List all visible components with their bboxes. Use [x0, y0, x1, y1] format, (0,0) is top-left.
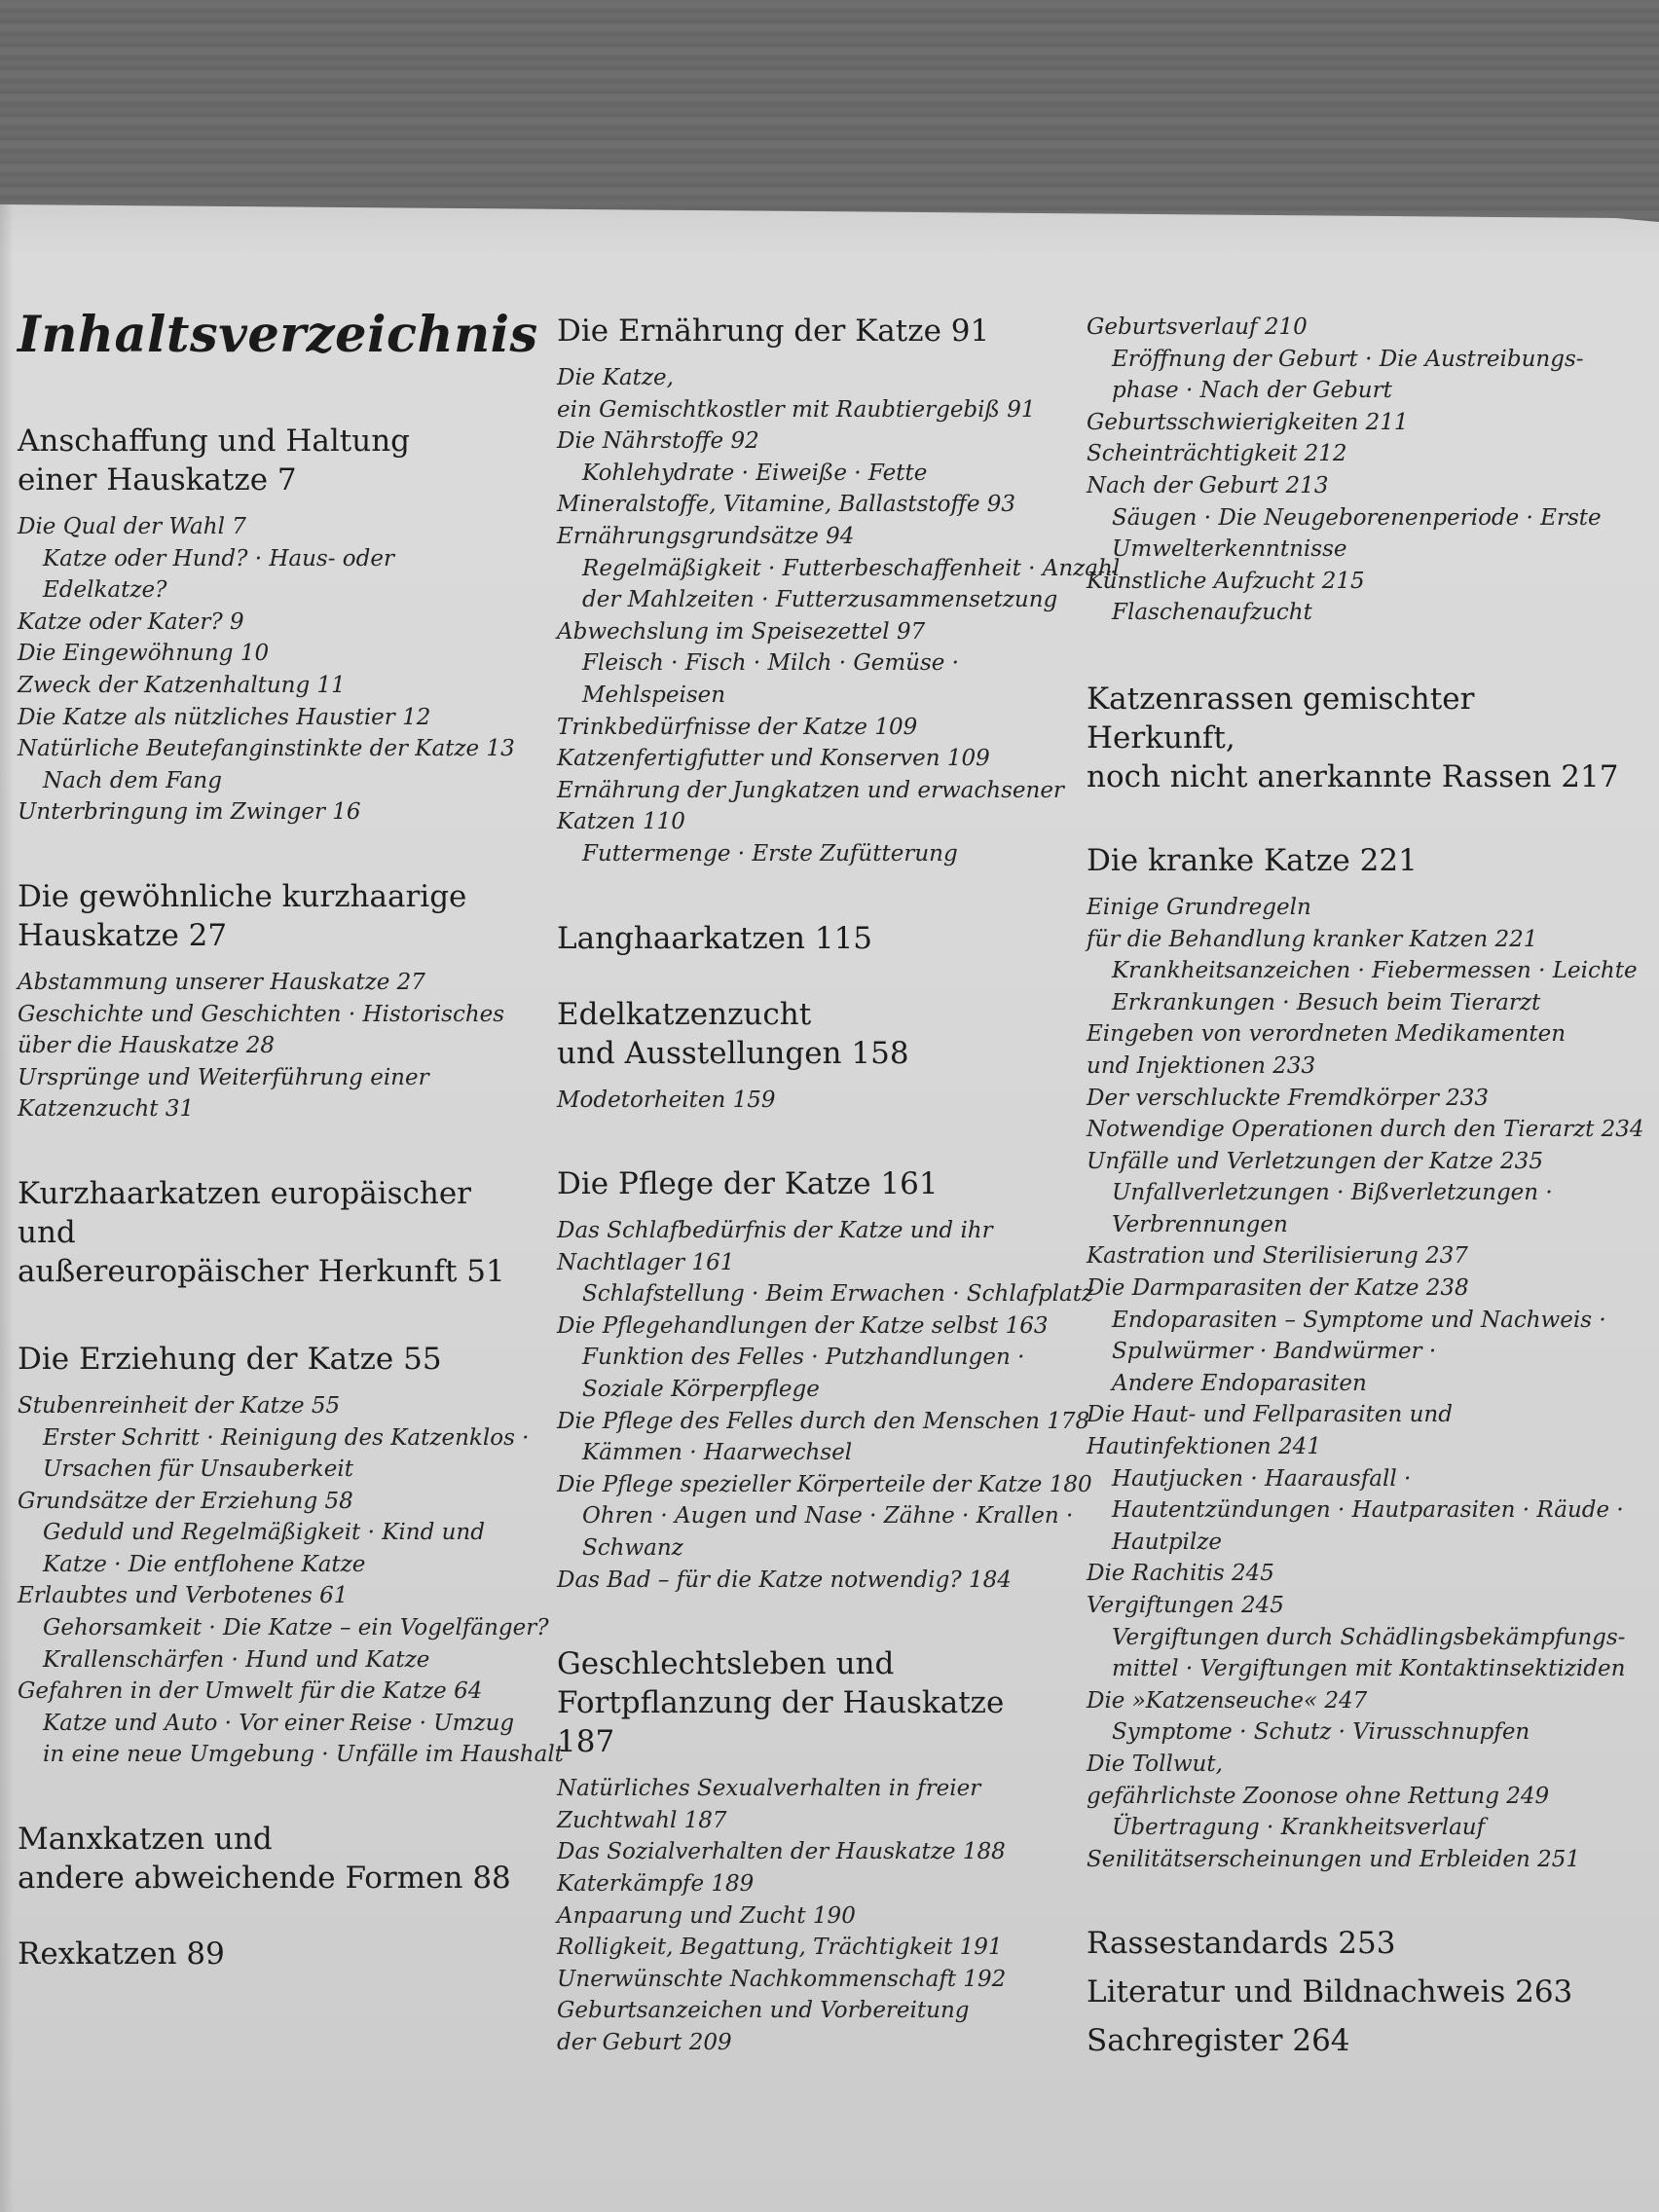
toc-subentry: Regelmäßigkeit · Futterbeschaffenheit · Anzahl — [582, 555, 1121, 581]
toc-subentry: Hautentzündungen · Hautparasiten · Räude · — [1112, 1497, 1624, 1524]
toc-section — [18, 1174, 534, 1291]
toc-entry: Der verschluckte Fremdkörper 233 — [1087, 1085, 1490, 1111]
chapter-heading: Katzenrassen gemischter Herkunft, — [1087, 681, 1475, 756]
toc-entry: Die Tollwut, — [1087, 1751, 1223, 1777]
toc-entry: Geburtsanzeichen und Vorbereitung — [557, 1998, 970, 2024]
toc-entry: Senilitätserscheinungen und Erbleiden 251 — [1087, 1846, 1581, 1872]
toc-entry: Katze oder Kater? 9 — [18, 608, 244, 635]
toc-section — [1087, 312, 1632, 629]
chapter-heading: Kurzhaarkatzen europäischer und — [18, 1175, 471, 1250]
table-surface — [0, 0, 1659, 224]
toc-entry: Vergiftungen 245 — [1087, 1593, 1284, 1618]
toc-subentry: Schlafstellung · Beim Erwachen · Schlafplatz — [582, 1281, 1094, 1308]
toc-entry: Die Darmparasiten der Katze 238 — [1087, 1275, 1469, 1302]
toc-entry: Das Bad – für die Katze notwendig? 184 — [557, 1567, 1012, 1593]
toc-entry: Die Pflegehandlungen der Katze selbst 163 — [557, 1312, 1049, 1339]
toc-entry: Geburtsschwierigkeiten 211 — [1087, 409, 1409, 435]
chapter-heading: Manxkatzen und — [18, 1822, 273, 1858]
toc-subentry: Katze · Die entflohene Katze — [43, 1551, 366, 1577]
toc-subentry: Geduld und Regelmäßigkeit · Kind und — [43, 1520, 485, 1546]
toc-column-1 — [18, 306, 564, 1973]
toc-section — [18, 1340, 564, 1771]
toc-subentry: Verbrennungen — [1112, 1211, 1288, 1237]
toc-subentry: Endoparasiten – Symptome und Nachweis · — [1112, 1307, 1606, 1333]
toc-subentry: Funktion des Felles · Putzhandlungen · — [582, 1345, 1025, 1371]
toc-entry: und Injektionen 233 — [1087, 1052, 1316, 1079]
toc-entry: Zuchtwahl 187 — [557, 1807, 727, 1833]
toc-subentry: Gehorsamkeit · Die Katze – ein Vogelfänger? — [43, 1615, 549, 1641]
chapter-heading: andere abweichende Formen 88 — [18, 1861, 511, 1897]
chapter-heading: außereuropäischer Herkunft 51 — [18, 1253, 505, 1289]
toc-entry: Ernährung der Jungkatzen und erwachsener — [557, 777, 1064, 803]
toc-entry: Unerwünschte Nachkommenschaft 192 — [557, 1966, 1007, 1992]
toc-section — [18, 422, 534, 829]
toc-entry: Abstammung unserer Hauskatze 27 — [18, 969, 425, 995]
toc-entry: Das Schlafbedürfnis der Katze und ihr — [557, 1218, 993, 1244]
toc-entry: Stubenreinheit der Katze 55 — [18, 1392, 341, 1419]
toc-subentry: Kohlehydrate · Eiweiße · Fette — [582, 460, 928, 486]
toc-section — [557, 1644, 1063, 2058]
toc-entry: Notwendige Operationen durch den Tierarzt 234 — [1087, 1117, 1644, 1143]
chapter-heading: Die Erziehung der Katze 55 — [18, 1341, 442, 1377]
chapter-heading: Langhaarkatzen 115 — [557, 920, 873, 956]
toc-column-3 — [1087, 312, 1644, 2060]
toc-entry: Trinkbedürfnisse der Katze 109 — [557, 714, 918, 740]
chapter-heading: Rassestandards 253 — [1087, 1926, 1396, 1962]
toc-subentry: Ohren · Augen und Nase · Zähne · Krallen · — [582, 1503, 1074, 1530]
toc-entry: Die »Katzenseuche« 247 — [1087, 1687, 1368, 1714]
toc-subentry: Katze oder Hund? · Haus- oder — [43, 545, 394, 571]
toc-entry: ein Gemischtkostler mit Raubtiergebiß 91 — [557, 396, 1036, 423]
page-title: Inhaltsverzeichnis — [18, 306, 538, 364]
toc-section — [18, 877, 534, 1125]
toc-subentry: in eine neue Umgebung · Unfälle im Haushalt — [43, 1742, 564, 1768]
toc-subentry: Vergiftungen durch Schädlingsbekämpfungs- — [1112, 1624, 1626, 1650]
toc-entry: Gefahren in der Umwelt für die Katze 64 — [18, 1678, 483, 1705]
toc-entry: Katzen 110 — [557, 809, 685, 835]
toc-section — [1087, 1924, 1632, 1963]
toc-entry: Die Pflege spezieller Körperteile der Katze 180 — [557, 1471, 1092, 1497]
chapter-heading: und Ausstellungen 158 — [557, 1035, 909, 1071]
toc-section — [18, 1820, 534, 1898]
toc-entry: Die Katze, — [557, 365, 674, 390]
toc-subentry: Katze und Auto · Vor einer Reise · Umzug — [43, 1710, 515, 1736]
toc-entry: Abwechslung im Speisezettel 97 — [557, 618, 926, 645]
toc-entry: Grundsätze der Erziehung 58 — [18, 1488, 353, 1514]
toc-section — [557, 1164, 1094, 1596]
toc-entry: Die Qual der Wahl 7 — [18, 514, 246, 539]
toc-entry: Hautinfektionen 241 — [1087, 1434, 1321, 1460]
toc-subentry: Krallenschärfen · Hund und Katze — [43, 1646, 430, 1673]
toc-subentry: Soziale Körperpflege — [582, 1377, 820, 1403]
toc-entry: gefährlichste Zoonose ohne Rettung 249 — [1087, 1783, 1550, 1809]
toc-column-2 — [557, 312, 1121, 2059]
toc-subentry: Andere Endoparasiten — [1112, 1370, 1367, 1396]
toc-entry: Einige Grundregeln — [1087, 894, 1311, 920]
toc-entry: Geburtsverlauf 210 — [1087, 314, 1308, 340]
chapter-heading: Die Ernährung der Katze 91 — [557, 313, 990, 349]
toc-subentry: Eröffnung der Geburt · Die Austreibungs- — [1112, 346, 1584, 372]
toc-subentry: Krankheitsanzeichen · Fiebermessen · Leichte — [1112, 958, 1638, 984]
chapter-heading: Sachregister 264 — [1087, 2023, 1350, 2059]
toc-subentry: Ursachen für Unsauberkeit — [43, 1456, 353, 1483]
toc-section — [1087, 680, 1632, 796]
toc-subentry: Flaschenaufzucht — [1112, 600, 1312, 626]
toc-subentry: Hautpilze — [1112, 1529, 1222, 1555]
toc-entry: Mineralstoffe, Vitamine, Ballaststoffe 93 — [557, 492, 1016, 518]
toc-entry: Ernährungsgrundsätze 94 — [557, 523, 855, 549]
toc-entry: Nachtlager 161 — [557, 1249, 735, 1275]
toc-entry: Unterbringung im Zwinger 16 — [18, 799, 361, 826]
toc-entry: Rolligkeit, Begattung, Trächtigkeit 191 — [557, 1935, 1003, 1961]
toc-entry: Anpaarung und Zucht 190 — [557, 1902, 856, 1929]
toc-subentry: mittel · Vergiftungen mit Kontaktinsektiziden — [1112, 1656, 1626, 1682]
chapter-heading: noch nicht anerkannte Rassen 217 — [1087, 758, 1619, 794]
toc-entry: Katerkämpfe 189 — [557, 1871, 755, 1897]
toc-entry: über die Hauskatze 28 — [18, 1033, 276, 1059]
chapter-heading: einer Hauskatze 7 — [18, 462, 297, 498]
toc-entry: Die Nährstoffe 92 — [557, 428, 759, 455]
chapter-heading: Geschlechtsleben und — [557, 1646, 895, 1682]
toc-section — [1087, 1972, 1632, 2011]
toc-subentry: Mehlspeisen — [582, 682, 726, 708]
toc-entry: Modetorheiten 159 — [557, 1087, 776, 1113]
toc-entry: Eingeben von verordneten Medikamenten — [1087, 1021, 1567, 1048]
toc-subentry: Säugen · Die Neugeborenenperiode · Erste — [1112, 504, 1602, 531]
toc-entry: Katzenfertigfutter und Konserven 109 — [557, 746, 990, 772]
toc-subentry: Nach dem Fang — [43, 767, 222, 793]
toc-subentry: Fleisch · Fisch · Milch · Gemüse · — [582, 650, 959, 677]
page-edge-shadow — [0, 197, 14, 2212]
toc-entry: Kastration und Sterilisierung 237 — [1087, 1243, 1468, 1270]
chapter-heading: Die gewöhnliche kurzhaarige — [18, 878, 467, 914]
toc-subentry: der Mahlzeiten · Futterzusammensetzung — [582, 587, 1058, 613]
toc-subentry: phase · Nach der Geburt — [1112, 378, 1392, 404]
toc-subentry: Übertragung · Krankheitsverlauf — [1112, 1815, 1486, 1841]
toc-entry: Natürliche Beutefanginstinkte der Katze 13 — [18, 736, 515, 762]
toc-section — [557, 312, 1121, 870]
toc-entry: Die Haut- und Fellparasiten und — [1087, 1402, 1453, 1428]
toc-entry: Die Rachitis 245 — [1087, 1561, 1274, 1587]
toc-section — [1087, 2021, 1632, 2060]
toc-subentry: Spulwürmer · Bandwürmer · — [1112, 1339, 1437, 1365]
toc-subentry: Erster Schritt · Reinigung des Katzenklos · — [43, 1424, 530, 1451]
toc-entry: Erlaubtes und Verbotenes 61 — [18, 1583, 349, 1609]
toc-section — [557, 919, 1063, 958]
toc-section — [18, 1935, 534, 1973]
toc-entry: Die Pflege des Felles durch den Menschen 178 — [557, 1408, 1090, 1434]
toc-section — [1087, 841, 1644, 1875]
toc-entry: Ursprünge und Weiterführung einer — [18, 1064, 429, 1090]
toc-entry: Die Katze als nützliches Haustier 12 — [18, 704, 431, 730]
toc-entry: der Geburt 209 — [557, 2029, 732, 2055]
toc-subentry: Unfallverletzungen · Bißverletzungen · — [1112, 1180, 1553, 1206]
toc-entry: Das Sozialverhalten der Hauskatze 188 — [557, 1839, 1006, 1865]
toc-entry: Natürliches Sexualverhalten in freier — [557, 1776, 981, 1802]
toc-subentry: Erkrankungen · Besuch beim Tierarzt — [1112, 989, 1541, 1015]
chapter-heading: Literatur und Bildnachweis 263 — [1087, 1974, 1573, 2010]
toc-subentry: Futtermenge · Erste Zufütterung — [582, 840, 958, 866]
toc-subentry: Symptome · Schutz · Virusschnupfen — [1112, 1719, 1530, 1746]
toc-subentry: Schwanz — [582, 1535, 683, 1562]
toc-entry: für die Behandlung kranker Katzen 221 — [1087, 926, 1538, 952]
toc-entry: Unfälle und Verletzungen der Katze 235 — [1087, 1148, 1543, 1174]
toc-entry: Scheinträchtigkeit 212 — [1087, 441, 1347, 467]
chapter-heading: Rexkatzen 89 — [18, 1936, 225, 1972]
chapter-heading: Edelkatzenzucht — [557, 996, 812, 1032]
toc-section — [557, 995, 1063, 1117]
toc-entry: Nach der Geburt 213 — [1087, 472, 1329, 498]
toc-entry: Zweck der Katzenhaltung 11 — [18, 672, 346, 698]
toc-entry: Die Eingewöhnung 10 — [18, 641, 270, 667]
chapter-heading: Die Pflege der Katze 161 — [557, 1166, 939, 1202]
chapter-heading: Fortpflanzung der Hauskatze 187 — [557, 1685, 1005, 1760]
chapter-heading: Die kranke Katze 221 — [1087, 842, 1418, 878]
chapter-heading: Hauskatze 27 — [18, 917, 228, 953]
chapter-heading: Anschaffung und Haltung — [18, 424, 411, 459]
toc-entry: Künstliche Aufzucht 215 — [1087, 568, 1365, 594]
toc-subentry: Edelkatze? — [43, 577, 167, 604]
toc-entry: Geschichte und Geschichten · Historisches — [18, 1001, 505, 1027]
toc-subentry: Kämmen · Haarwechsel — [582, 1440, 853, 1466]
toc-entry: Katzenzucht 31 — [18, 1096, 195, 1123]
toc-subentry: Hautjucken · Haarausfall · — [1112, 1465, 1412, 1492]
toc-subentry: Umwelterkenntnisse — [1112, 536, 1347, 563]
